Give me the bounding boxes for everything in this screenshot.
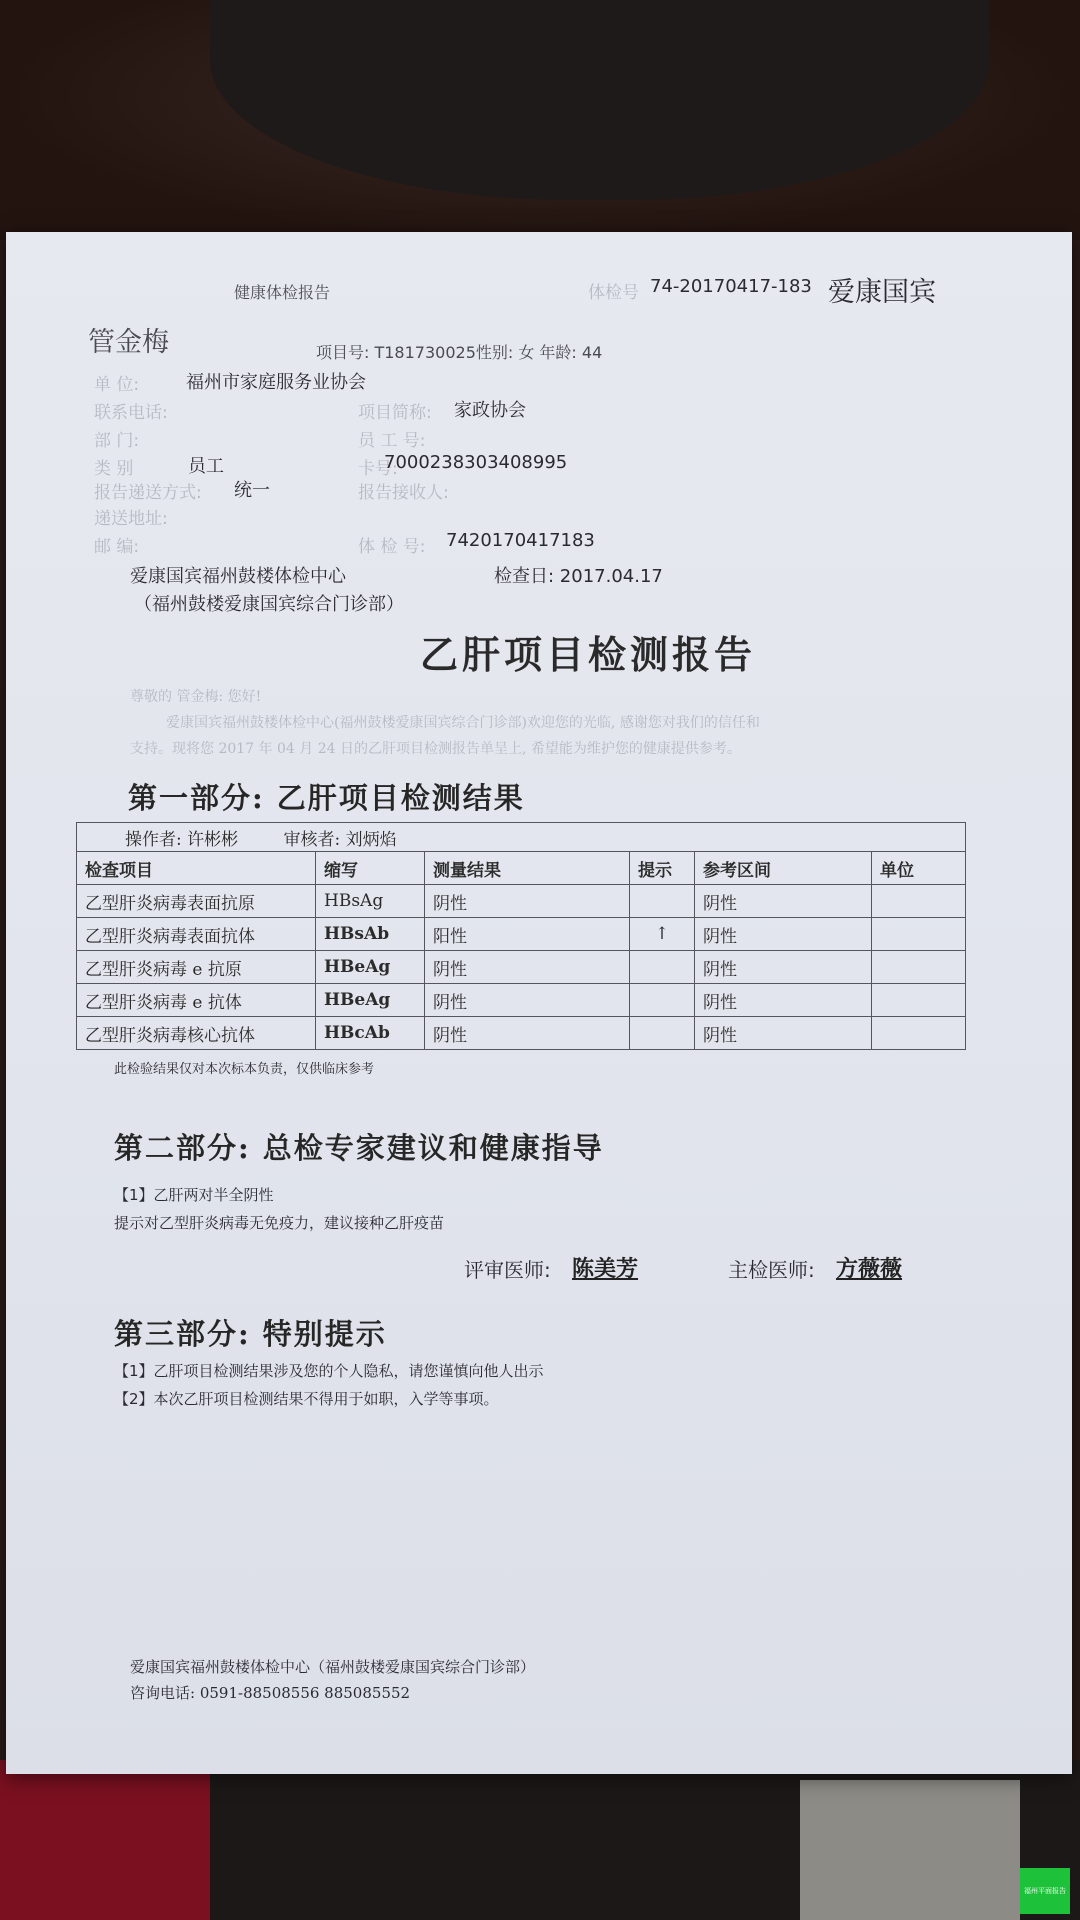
card-value: 7000238303408995: [384, 452, 568, 473]
chief-doctor-label: 主检医师:: [728, 1258, 815, 1282]
project-line: 项目号: T181730025性别: 女 年龄: 44: [316, 343, 603, 362]
part1-heading: 第一部分: 乙肝项目检测结果: [128, 781, 525, 815]
col-header-unit: 单位: [872, 852, 966, 885]
table-row: [77, 885, 966, 918]
cell-result: 阳性: [425, 918, 630, 951]
cell-result: 阴性: [425, 984, 630, 1017]
cell-item: 乙型肝炎病毒表面抗原: [77, 885, 316, 918]
part2-heading: 第二部分: 总检专家建议和健康指导: [114, 1131, 604, 1165]
special-note-1: 【1】乙肝项目检测结果涉及您的个人隐私，请您谨慎向他人出示: [114, 1362, 544, 1380]
cell-result: 阴性: [425, 885, 630, 918]
cell-item: 乙型肝炎病毒 e 抗体: [77, 984, 316, 1017]
dept-label: 部 门:: [94, 431, 140, 451]
footer-center: 爱康国宾福州鼓楼体检中心（福州鼓楼爱康国宾综合门诊部）: [130, 1658, 536, 1676]
table-row: [77, 1017, 966, 1050]
table-row: [77, 918, 966, 951]
check-date: 检查日: 2017.04.17: [494, 566, 663, 587]
advice-item-1: 【1】乙肝两对半全阴性: [114, 1186, 274, 1204]
cell-item: 乙型肝炎病毒核心抗体: [77, 1017, 316, 1050]
report-label: 健康体检报告: [234, 283, 331, 302]
reviewer: 审核者: 刘炳焰: [283, 829, 397, 850]
col-header-ref: 参考区间: [695, 852, 872, 885]
footer-phone: 咨询电话: 0591-88508556 885085552: [130, 1684, 411, 1702]
cell-abbr: HBeAg: [316, 984, 425, 1017]
address-label: 递送地址:: [94, 509, 168, 529]
table-row: [77, 984, 966, 1017]
greeting: 尊敬的 管金梅: 您好!: [130, 689, 262, 705]
cell-ref: 阴性: [695, 918, 872, 951]
chief-doctor-signature: 方薇薇: [836, 1256, 903, 1282]
cell-abbr: HBsAb: [316, 918, 425, 951]
watermark-badge: 福州平面报告: [1020, 1868, 1070, 1914]
cell-hint: [630, 951, 695, 984]
col-header-item: 检查项目: [77, 852, 316, 885]
reviewer-doctor-signature: 陈美芳: [572, 1256, 639, 1282]
category-value: 员工: [188, 456, 224, 477]
delivery-label: 报告递送方式:: [94, 483, 202, 503]
cell-item: 乙型肝炎病毒表面抗体: [77, 918, 316, 951]
disclaimer: 此检验结果仅对本次标本负责，仅供临床参考: [114, 1062, 375, 1077]
col-header-hint: 提示: [630, 852, 695, 885]
table-row: [77, 951, 966, 984]
table-operators-row: [77, 823, 966, 852]
cell-unit: [872, 984, 966, 1017]
cell-ref: 阴性: [695, 984, 872, 1017]
cell-result: 阴性: [425, 951, 630, 984]
intro-line-1: 爱康国宾福州鼓楼体检中心(福州鼓楼爱康国宾综合门诊部)欢迎您的光临, 感谢您对我们的信任和: [166, 715, 760, 731]
project-abbr-label: 项目简称:: [358, 403, 432, 423]
receiver-label: 报告接收人:: [358, 483, 449, 503]
special-note-2: 【2】本次乙肝项目检测结果不得用于如职，入学等事项。: [114, 1390, 499, 1408]
unit-label: 单 位:: [94, 375, 140, 395]
cell-result: 阴性: [425, 1017, 630, 1050]
background-bottom: [0, 1760, 1080, 1920]
exam-no-label: 体检号: [588, 283, 639, 303]
cell-abbr: HBeAg: [316, 951, 425, 984]
exam-label: 体 检 号:: [358, 537, 426, 557]
cell-item: 乙型肝炎病毒 e 抗原: [77, 951, 316, 984]
cell-abbr: HBsAg: [316, 885, 425, 918]
report-paper: [6, 232, 1072, 1774]
reviewer-doctor-label: 评审医师:: [464, 1258, 551, 1282]
cell-hint: [630, 885, 695, 918]
patient-name: 管金梅: [88, 327, 169, 358]
delivery-value: 统一: [234, 480, 270, 501]
cell-unit: [872, 1017, 966, 1050]
cell-ref: 阴性: [695, 885, 872, 918]
cell-hint: [630, 1017, 695, 1050]
exam-value: 7420170417183: [446, 530, 595, 551]
clinic-name: （福州鼓楼爱康国宾综合门诊部）: [134, 594, 404, 615]
category-label: 类 别: [94, 459, 134, 479]
results-table: [76, 822, 966, 1050]
cell-abbr: HBcAb: [316, 1017, 425, 1050]
intro-line-2: 支持。现将您 2017 年 04 月 24 日的乙肝项目检测报告单呈上, 希望能为维护您的健康提供参考。: [130, 741, 741, 757]
table-header-row: [77, 852, 966, 885]
postcode-label: 邮 编:: [94, 537, 140, 557]
exam-no: 74-20170417-183: [650, 276, 812, 297]
cell-unit: [872, 885, 966, 918]
operator: 操作者: 许彬彬: [125, 829, 239, 850]
cell-ref: 阴性: [695, 951, 872, 984]
center-name: 爱康国宾福州鼓楼体检中心: [130, 566, 346, 587]
col-header-abbr: 缩写: [316, 852, 425, 885]
card-label: 卡号:: [358, 459, 398, 479]
cell-hint: [630, 984, 695, 1017]
cell-unit: [872, 951, 966, 984]
part3-heading: 第三部分: 特别提示: [114, 1317, 387, 1351]
page-title: 乙肝项目检测报告: [420, 632, 757, 677]
emp-no-label: 员 工 号:: [358, 431, 426, 451]
cell-unit: [872, 918, 966, 951]
cell-ref: 阴性: [695, 1017, 872, 1050]
project-abbr-value: 家政协会: [454, 400, 526, 421]
cell-hint: ↑: [630, 918, 695, 951]
phone-label: 联系电话:: [94, 403, 168, 423]
unit-value: 福州市家庭服务业协会: [186, 372, 366, 393]
col-header-result: 测量结果: [425, 852, 630, 885]
brand-name: 爱康国宾: [828, 277, 936, 308]
advice-item-1-detail: 提示对乙型肝炎病毒无免疫力，建议接种乙肝疫苗: [114, 1214, 445, 1232]
